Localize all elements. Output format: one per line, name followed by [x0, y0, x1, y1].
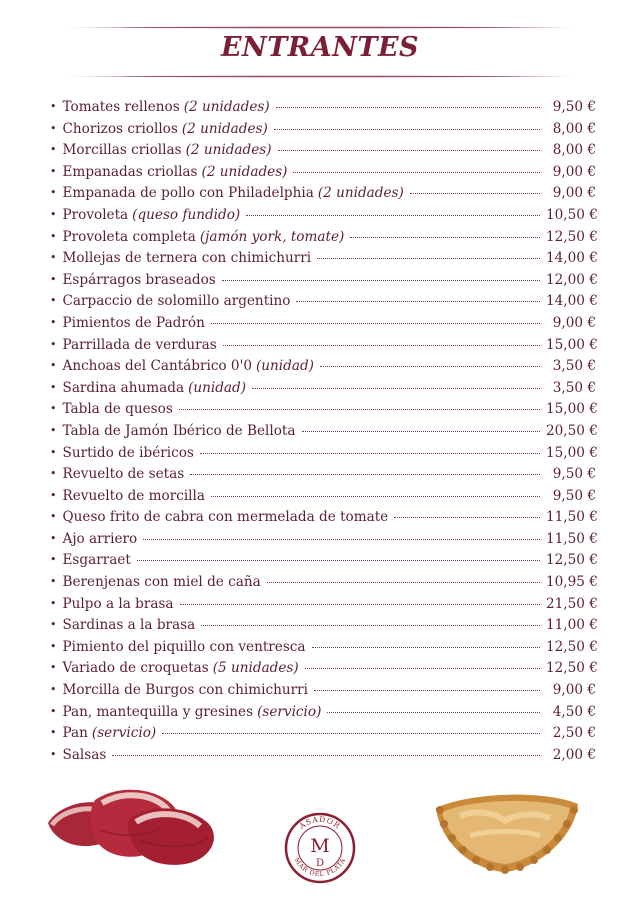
menu-item-name: Anchoas del Cantábrico 0'0 [62, 358, 252, 375]
bullet-icon: • [50, 337, 57, 351]
bullet-icon: • [50, 747, 57, 761]
menu-item [50, 99, 596, 121]
menu-item-price: 15,00 € [546, 336, 598, 353]
menu-item-name: Provoleta completa [62, 228, 196, 245]
dot-leader [302, 431, 541, 432]
asador-logo [284, 812, 356, 884]
menu-item-name: Pulpo a la brasa [62, 595, 174, 612]
menu-item-price: 2,50 € [552, 725, 596, 742]
bullet-icon: • [50, 229, 57, 243]
svg-text:ASADOR: ASADOR [297, 814, 343, 831]
menu-item [50, 423, 596, 445]
bullet-icon: • [50, 531, 57, 545]
menu-item-price: 11,00 € [546, 617, 598, 634]
menu-item [50, 639, 596, 661]
dot-leader [246, 215, 540, 216]
svg-text:M: M [310, 835, 330, 857]
top-divider [58, 26, 584, 29]
menu-item-price: 9,00 € [552, 185, 596, 202]
menu-item-price: 9,00 € [552, 682, 596, 699]
menu-item-price: 8,00 € [552, 120, 596, 137]
menu-item-name: Mollejas de ternera con chimichurri [62, 250, 312, 267]
dot-leader [112, 755, 540, 756]
menu-item-name: Parrillada de verduras [62, 336, 217, 353]
menu-item-name: Pimiento del piquillo con ventresca [62, 638, 306, 655]
menu-item-price: 12,50 € [546, 552, 598, 569]
menu-item-name: Tabla de quesos [62, 401, 173, 418]
bullet-icon: • [50, 575, 57, 589]
bullet-icon: • [50, 704, 57, 718]
bullet-icon: • [50, 380, 57, 394]
dot-leader [211, 496, 540, 497]
menu-item [50, 488, 596, 510]
menu-item-name: Chorizos criollos [62, 120, 178, 137]
menu-item [50, 401, 596, 423]
menu-item-price: 9,00 € [552, 314, 596, 331]
menu-item-price: 12,00 € [546, 271, 598, 288]
dot-leader [143, 539, 540, 540]
menu-item-price: 8,00 € [552, 142, 596, 159]
menu-item-price: 10,50 € [546, 206, 598, 223]
menu-item [50, 509, 596, 531]
dot-leader [350, 237, 540, 238]
menu-item-name: Revuelto de setas [62, 466, 185, 483]
menu-item-price: 12,50 € [546, 638, 598, 655]
menu-item [50, 725, 596, 747]
bullet-icon: • [50, 596, 57, 610]
menu-item [50, 337, 596, 359]
menu-item-price: 12,50 € [546, 660, 598, 677]
menu-item-name: Berenjenas con miel de caña [62, 574, 261, 591]
menu-item-name: Pan [62, 725, 88, 742]
menu-item-note: (unidad) [255, 358, 314, 375]
svg-text:MAR DEL PLATA: MAR DEL PLATA [292, 856, 348, 879]
dot-leader [267, 582, 540, 583]
dot-leader [222, 280, 540, 281]
dot-leader [296, 301, 540, 302]
menu-item-name: Tomates rellenos [62, 99, 180, 115]
menu-item-note: (jamón york, tomate) [199, 228, 345, 245]
menu-item-name: Variado de croquetas [62, 660, 209, 677]
bullet-icon: • [50, 121, 57, 135]
menu-item [50, 704, 596, 726]
dot-leader [278, 150, 540, 151]
bullet-icon: • [50, 510, 57, 524]
dot-leader [305, 668, 540, 669]
bullet-icon: • [50, 359, 57, 373]
menu-item [50, 531, 596, 553]
dot-leader [410, 193, 540, 194]
menu-item-price: 11,50 € [546, 509, 598, 526]
dot-leader [137, 560, 540, 561]
menu-item-name: Sardina ahumada [62, 379, 185, 396]
menu-item-name: Sardinas a la brasa [62, 617, 196, 634]
menu-item [50, 142, 596, 164]
jamon-image [40, 778, 230, 877]
bullet-icon: • [50, 251, 57, 265]
menu-item-price: 21,50 € [546, 595, 598, 612]
bullet-icon: • [50, 164, 57, 178]
bullet-icon: • [50, 402, 57, 416]
menu-item-name: Revuelto de morcilla [62, 487, 205, 504]
menu-list [50, 99, 596, 768]
menu-item-name: Ajo arriero [62, 530, 138, 547]
menu-item-name: Empanada de pollo con Philadelphia [62, 185, 314, 202]
menu-item [50, 315, 596, 337]
menu-item [50, 682, 596, 704]
bullet-icon: • [50, 143, 57, 157]
menu-item-name: Carpaccio de solomillo argentino [62, 293, 291, 310]
menu-item-price: 14,00 € [546, 293, 598, 310]
menu-item [50, 747, 596, 769]
bottom-divider [58, 75, 584, 78]
footer [0, 778, 640, 888]
menu-item-note: (5 unidades) [212, 660, 299, 677]
menu-item-price: 3,50 € [552, 358, 596, 375]
bullet-icon: • [50, 683, 57, 697]
menu-item-name: Surtido de ibéricos [62, 444, 194, 461]
menu-item [50, 164, 596, 186]
menu-item [50, 596, 596, 618]
menu-item-price: 14,00 € [546, 250, 598, 267]
menu-item-name: Pimientos de Padrón [62, 314, 205, 331]
bullet-icon: • [50, 467, 57, 481]
bullet-icon: • [50, 100, 57, 113]
menu-item [50, 272, 596, 294]
menu-item-name: Tabla de Jamón Ibérico de Bellota [62, 422, 296, 439]
dot-leader [320, 366, 540, 367]
menu-item-price: 10,95 € [546, 574, 598, 591]
bullet-icon: • [50, 553, 57, 567]
dot-leader [274, 129, 540, 130]
dot-leader [179, 409, 540, 410]
bullet-icon: • [50, 488, 57, 502]
bullet-icon: • [50, 445, 57, 459]
menu-item-price: 15,00 € [546, 444, 598, 461]
dot-leader [314, 690, 540, 691]
dot-leader [200, 453, 540, 454]
menu-item [50, 466, 596, 488]
menu-item-price: 9,00 € [552, 163, 596, 180]
bullet-icon: • [50, 186, 57, 200]
menu-item-note: (2 unidades) [201, 163, 288, 180]
dot-leader [293, 172, 540, 173]
menu-item [50, 207, 596, 229]
dot-leader [327, 712, 540, 713]
menu-item-name: Morcilla de Burgos con chimichurri [62, 682, 308, 699]
menu-item-price: 12,50 € [546, 228, 598, 245]
bullet-icon: • [50, 315, 57, 329]
bullet-icon: • [50, 639, 57, 653]
menu-item-note: (2 unidades) [185, 142, 272, 159]
menu-item [50, 617, 596, 639]
menu-item-name: Pan, mantequilla y gresines [62, 703, 254, 720]
dot-leader [223, 345, 540, 346]
menu-item-price: 11,50 € [546, 530, 598, 547]
menu-item-note: (servicio) [91, 725, 157, 742]
menu-item-price: 2,00 € [552, 746, 596, 763]
dot-leader [276, 107, 540, 108]
dot-leader [211, 323, 540, 324]
menu-item [50, 293, 596, 315]
menu-item-name: Provoleta [62, 206, 129, 223]
menu-item-price: 9,50 € [552, 487, 596, 504]
dot-leader [180, 604, 540, 605]
page-title: ENTRANTES [220, 32, 420, 63]
svg-text:D: D [315, 858, 325, 869]
menu-item-price: 15,00 € [546, 401, 598, 418]
menu-item [50, 552, 596, 574]
empanada-image [430, 786, 585, 880]
menu-item-price: 3,50 € [552, 379, 596, 396]
bullet-icon: • [50, 294, 57, 308]
menu-item-note: (2 unidades) [317, 185, 404, 202]
menu-item [50, 250, 596, 272]
dot-leader [201, 625, 540, 626]
bullet-icon: • [50, 207, 57, 221]
menu-item-price: 9,50 € [552, 99, 596, 115]
menu-item-note: (queso fundido) [132, 206, 241, 223]
menu-item [50, 121, 596, 143]
menu-item-name: Morcillas criollas [62, 142, 182, 159]
menu-item-note: (2 unidades) [183, 99, 270, 115]
dot-leader [317, 258, 540, 259]
bullet-icon: • [50, 661, 57, 675]
dot-leader [162, 733, 540, 734]
bullet-icon: • [50, 726, 57, 740]
bullet-icon: • [50, 423, 57, 437]
menu-item-price: 9,50 € [552, 466, 596, 483]
menu-item-note: (unidad) [188, 379, 247, 396]
menu-item-name: Empanadas criollas [62, 163, 198, 180]
menu-item [50, 185, 596, 207]
menu-item-note: (servicio) [257, 703, 322, 720]
bullet-icon: • [50, 618, 57, 632]
dot-leader [190, 474, 540, 475]
dot-leader [252, 388, 540, 389]
menu-item [50, 380, 596, 402]
menu-item-price: 20,50 € [546, 422, 598, 439]
dot-leader [312, 647, 540, 648]
menu-item-price: 4,50 € [552, 703, 596, 720]
menu-item-name: Esgarraet [62, 552, 131, 569]
menu-item [50, 445, 596, 467]
menu-item-note: (2 unidades) [181, 120, 268, 137]
menu-item [50, 358, 596, 380]
menu-item [50, 229, 596, 251]
menu-item-name: Salsas [62, 746, 107, 763]
menu-item [50, 660, 596, 682]
menu-item-name: Espárragos braseados [62, 271, 216, 288]
menu-item [50, 574, 596, 596]
dot-leader [394, 517, 540, 518]
bullet-icon: • [50, 272, 57, 286]
menu-item-name: Queso frito de cabra con mermelada de tomate [62, 509, 389, 526]
